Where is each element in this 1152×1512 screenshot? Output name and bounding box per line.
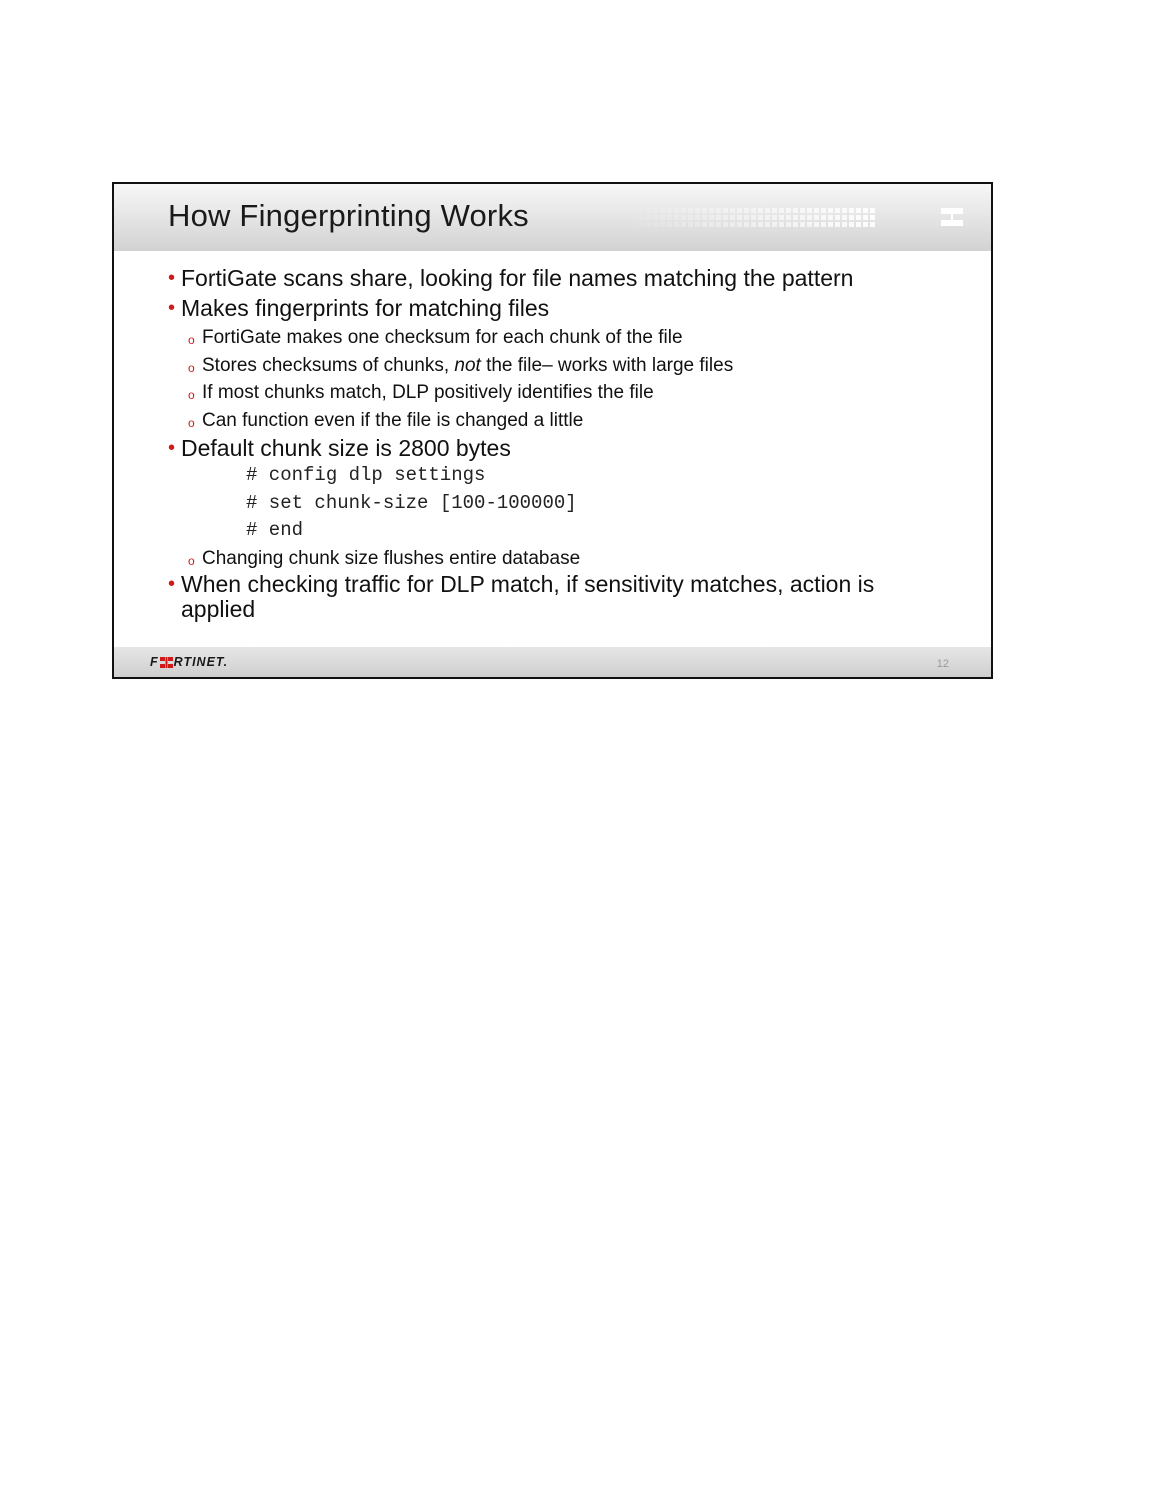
- sub-bullet-text: If most chunks match, DLP positively identifies the file: [202, 382, 654, 403]
- deco-square: [828, 222, 833, 227]
- bullet-text: Default chunk size is 2800 bytes: [181, 435, 511, 461]
- code-line-1: # config dlp settings: [246, 464, 486, 486]
- header-logo-mark-bar: [951, 208, 953, 226]
- deco-square: [765, 222, 770, 227]
- deco-square: [646, 215, 651, 220]
- deco-square: [674, 208, 679, 213]
- deco-square: [744, 208, 749, 213]
- sub-bullet-text-post: the file– works with large files: [480, 354, 734, 376]
- deco-square: [863, 222, 868, 227]
- deco-square: [856, 208, 861, 213]
- deco-square: [667, 222, 672, 227]
- deco-square: [863, 208, 868, 213]
- deco-square: [688, 215, 693, 220]
- sub-bullet-text: Changing chunk size flushes entire database: [202, 547, 581, 569]
- deco-square: [765, 215, 770, 220]
- bullet-1: [168, 264, 968, 292]
- header-decoration-pattern: [639, 206, 969, 228]
- deco-square: [646, 222, 651, 227]
- deco-square: [737, 215, 742, 220]
- deco-square: [807, 215, 812, 220]
- deco-square: [695, 208, 700, 213]
- deco-square: [842, 215, 847, 220]
- deco-square: [772, 208, 777, 213]
- bullet-text: Makes fingerprints for matching files: [181, 295, 550, 321]
- deco-square: [786, 222, 791, 227]
- deco-square: [765, 208, 770, 213]
- deco-square: [814, 222, 819, 227]
- deco-square: [660, 222, 665, 227]
- deco-square: [835, 222, 840, 227]
- sub-bullet-text-pre: Stores checksums of chunks,: [202, 354, 455, 376]
- deco-square: [800, 222, 805, 227]
- deco-square: [681, 222, 686, 227]
- deco-square: [667, 208, 672, 213]
- deco-square: [674, 222, 679, 227]
- deco-square: [814, 208, 819, 213]
- deco-square: [639, 208, 644, 213]
- deco-square: [660, 215, 665, 220]
- deco-square: [730, 208, 735, 213]
- deco-square: [667, 215, 672, 220]
- deco-square: [695, 215, 700, 220]
- bullet-dot-icon: •: [168, 437, 176, 459]
- slide-title: How Fingerprinting Works: [168, 198, 529, 233]
- deco-square: [793, 208, 798, 213]
- header-logo-mark-square: [953, 220, 963, 226]
- deco-square: [639, 215, 644, 220]
- bullet-text-line-1: When checking traffic for DLP match, if sensitivity matches, action is: [181, 571, 875, 597]
- deco-square: [807, 222, 812, 227]
- deco-square: [653, 222, 658, 227]
- bullet-text: FortiGate scans share, looking for file names matching the pattern: [181, 265, 854, 291]
- deco-square: [849, 215, 854, 220]
- deco-square: [779, 215, 784, 220]
- deco-square: [716, 222, 721, 227]
- deco-square: [695, 222, 700, 227]
- sub-bullet-ring-icon: o: [188, 553, 195, 568]
- deco-square: [702, 222, 707, 227]
- deco-square: [653, 215, 658, 220]
- fortinet-logo: [150, 655, 228, 669]
- deco-square: [674, 215, 679, 220]
- sub-bullet-text: Can function even if the file is changed a little: [202, 409, 584, 431]
- deco-square: [716, 215, 721, 220]
- slide: [112, 182, 993, 679]
- deco-square: [646, 208, 651, 213]
- deco-square: [779, 208, 784, 213]
- slide-footer: [114, 647, 991, 677]
- deco-square: [786, 208, 791, 213]
- code-line-2: # set chunk-size [100-100000]: [246, 491, 577, 514]
- deco-square: [681, 208, 686, 213]
- fortinet-logo-mark-icon: [160, 657, 173, 668]
- deco-square: [758, 222, 763, 227]
- deco-square: [653, 208, 658, 213]
- deco-square: [821, 208, 826, 213]
- deco-square: [870, 215, 875, 220]
- deco-square: [702, 208, 707, 213]
- header-logo-mark-square: [941, 208, 951, 214]
- deco-square: [702, 215, 707, 220]
- bullet-2: [168, 294, 968, 322]
- sub-bullet-ring-icon: o: [188, 360, 195, 375]
- header-logo-mark-square: [941, 220, 951, 226]
- sub-bullet-text-emphasis: not: [454, 354, 481, 376]
- deco-square: [709, 215, 714, 220]
- deco-square: [758, 208, 763, 213]
- deco-square: [856, 222, 861, 227]
- bullet-text-line-2: applied: [181, 596, 256, 622]
- deco-square: [730, 215, 735, 220]
- deco-square: [751, 222, 756, 227]
- deco-square: [744, 215, 749, 220]
- deco-square: [793, 215, 798, 220]
- logo-wordmark: RTINET.: [173, 655, 229, 669]
- deco-square: [723, 215, 728, 220]
- deco-square: [709, 208, 714, 213]
- slide-content: [168, 264, 968, 622]
- deco-square: [835, 215, 840, 220]
- deco-square: [842, 222, 847, 227]
- bullet-3: [168, 434, 968, 462]
- deco-square: [737, 222, 742, 227]
- deco-square: [688, 222, 693, 227]
- sub-bullet-text: FortiGate makes one checksum for each chunk of the file: [202, 327, 683, 348]
- deco-square: [786, 215, 791, 220]
- deco-square: [688, 208, 693, 213]
- deco-square: [723, 222, 728, 227]
- deco-square: [828, 208, 833, 213]
- sub-bullet-1: [168, 324, 968, 352]
- deco-square: [751, 215, 756, 220]
- sub-bullet-ring-icon: o: [188, 415, 195, 430]
- bullet-4: [168, 572, 968, 622]
- sub-bullet-4: [168, 407, 968, 435]
- deco-square: [779, 222, 784, 227]
- deco-square: [737, 208, 742, 213]
- deco-square: [772, 215, 777, 220]
- deco-square: [821, 222, 826, 227]
- deco-square: [751, 208, 756, 213]
- sub-bullet-3: [168, 379, 968, 407]
- deco-square: [793, 222, 798, 227]
- deco-square: [842, 208, 847, 213]
- deco-square: [821, 215, 826, 220]
- deco-square: [870, 222, 875, 227]
- bullet-dot-icon: •: [168, 267, 176, 289]
- bullet-dot-icon: •: [168, 297, 176, 319]
- page-number: 12: [936, 658, 949, 670]
- sub-bullet-5: [168, 545, 968, 573]
- deco-square: [660, 208, 665, 213]
- deco-square: [723, 208, 728, 213]
- deco-square: [807, 208, 812, 213]
- deco-square: [681, 215, 686, 220]
- deco-square: [716, 208, 721, 213]
- deco-square: [800, 208, 805, 213]
- deco-square: [744, 222, 749, 227]
- deco-square: [835, 208, 840, 213]
- deco-square: [772, 222, 777, 227]
- sub-bullet-ring-icon: o: [188, 333, 195, 347]
- deco-square: [828, 215, 833, 220]
- deco-square: [639, 222, 644, 227]
- code-line-3: # end: [246, 519, 304, 541]
- bullet-dot-icon: •: [168, 573, 176, 595]
- deco-square: [849, 222, 854, 227]
- deco-square: [758, 215, 763, 220]
- deco-square: [870, 208, 875, 213]
- header-logo-mark-square: [953, 208, 963, 214]
- deco-square: [856, 215, 861, 220]
- deco-square: [800, 215, 805, 220]
- deco-square: [814, 215, 819, 220]
- sub-bullet-ring-icon: o: [188, 388, 195, 402]
- sub-bullet-2: [168, 352, 968, 380]
- deco-square: [709, 222, 714, 227]
- deco-square: [849, 208, 854, 213]
- logo-initial: F: [150, 655, 159, 669]
- deco-square: [730, 222, 735, 227]
- slide-header: [114, 184, 991, 251]
- deco-square: [863, 215, 868, 220]
